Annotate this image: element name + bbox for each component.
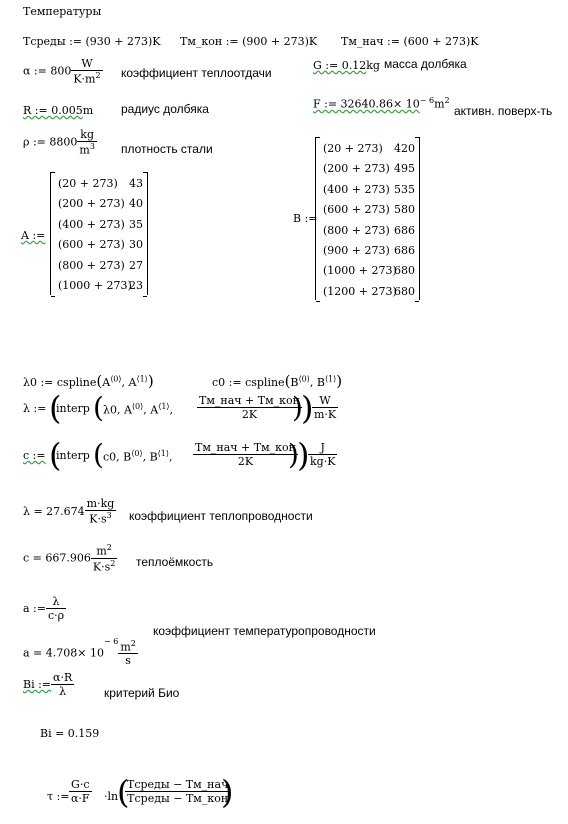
a-result-unit-num-text: m: [120, 640, 131, 654]
lambda-result-unit-den: [85, 511, 117, 526]
matrix-a-label: [21, 229, 45, 242]
g-def: [313, 59, 380, 72]
matrix-cell-temp: (1000 + 273): [58, 279, 132, 292]
f-def: [313, 96, 450, 111]
matrix-a-label-text: A :=: [21, 229, 46, 242]
bi-def-den: λ: [59, 685, 67, 698]
alpha-unit: [71, 57, 102, 86]
tau-def-paren-open: (: [117, 773, 130, 811]
lambda0-sup0: ⟨0⟩: [110, 374, 122, 384]
c-result-unit-den-exp: 2: [110, 558, 116, 568]
a-result-unit-den: s: [125, 654, 131, 668]
c-result-unit-num-text: m: [96, 544, 107, 558]
c0-arg-a: B: [290, 376, 299, 389]
c-result-unit-den-text: K·s: [92, 560, 111, 574]
matrix-row: [51, 216, 147, 237]
bi-def-lhs: Bi :=: [23, 678, 52, 691]
c-def-interp: interp: [56, 449, 90, 462]
matrix-cell-temp: (900 + 273): [323, 244, 390, 257]
matrix-row: [51, 257, 147, 278]
matrix-cell-temp: (800 + 273): [323, 223, 390, 237]
matrix-row: [51, 175, 147, 196]
tau-def-ln-num: Tсреды − Tм_нач: [127, 778, 229, 791]
lambda0-arg-a: A: [102, 376, 111, 389]
c0-sup1: ⟨1⟩: [324, 374, 337, 384]
matrix-row: [316, 181, 419, 202]
matrix-cell-value: 580: [394, 203, 415, 217]
c-def-frac-num: Tм_нач + Tм_кон: [195, 441, 296, 454]
rho-comment: плотность стали: [121, 142, 213, 156]
matrix-row: [316, 160, 419, 181]
matrix-row: [316, 201, 419, 222]
matrix-cell-temp: (400 + 273): [323, 182, 390, 196]
bi-def-frac: [51, 671, 74, 698]
lambda-def-sep: ,: [169, 403, 174, 417]
matrix-cell-temp: (200 + 273): [58, 197, 125, 211]
c0-arg-b: , B: [309, 376, 325, 389]
c-def-paren-inner-open: (: [93, 438, 104, 471]
tau-def-ln: ·ln: [104, 790, 119, 803]
c-result-unit-num: [91, 543, 117, 559]
c-def-sep: ,: [169, 450, 173, 464]
tau-def-frac: [69, 778, 92, 805]
c0-paren-close: ): [336, 372, 343, 390]
alpha-unit-den: [71, 71, 102, 86]
c0-sup0: ⟨0⟩: [298, 374, 310, 384]
f-lhs: F := 32640.86× 10: [313, 97, 420, 111]
lambda-def-sup1: ⟨1⟩: [158, 402, 170, 411]
tau-def-ln-den: Tсреды − Tм_кон: [127, 792, 229, 805]
matrix-cell-value: 23: [129, 279, 143, 292]
c0-paren-open: (: [284, 372, 291, 390]
lambda-result: [23, 497, 116, 526]
lambda-def-args: [103, 402, 173, 417]
c-result-unit-num-exp: 2: [106, 543, 112, 552]
lambda-def-interp: interp: [56, 402, 90, 415]
matrix-row: [51, 195, 147, 216]
matrix-cell-value: 40: [129, 197, 143, 211]
c-def-paren-inner-close: ): [288, 438, 299, 471]
lambda0-paren-close: ): [147, 372, 154, 390]
f-unit: m: [434, 97, 445, 111]
alpha-unit-den-exp: 2: [95, 71, 101, 80]
matrix-row: [316, 262, 419, 283]
lambda-def-frac-den: 2K: [241, 408, 258, 421]
bi-def-comment: критерий Био: [104, 686, 180, 700]
matrix-b-label: B :=: [293, 212, 318, 225]
lambda-result-unit-den-exp: 3: [106, 511, 112, 520]
matrix-cell-value: 686: [394, 244, 415, 257]
matrix-a: [50, 172, 148, 295]
matrix-cell-value: 495: [394, 162, 415, 176]
lambda-def-lhs: λ :=: [23, 402, 47, 415]
r-lhs: R := 0.005: [23, 104, 83, 117]
c-def-paren-outer-close: ): [297, 436, 310, 474]
tau-def-num: G·c: [69, 778, 92, 792]
a-result-unit: [118, 639, 138, 668]
t-kon-def: Tм_кон := (900 + 273)K: [180, 35, 318, 48]
matrix-cell-value: 43: [129, 177, 143, 190]
matrix-cell-value: 680: [394, 284, 415, 298]
r-comment: радиус долбяка: [121, 102, 209, 116]
rho-unit: [77, 128, 97, 157]
lambda-def-args-b: , A: [143, 403, 159, 417]
section-title: Температуры: [23, 5, 102, 18]
lambda0-arg-b: , A: [121, 376, 137, 389]
lambda-def-paren-inner-open: (: [93, 391, 104, 424]
lambda-def-args-a: λ0, A: [103, 403, 132, 417]
a-def-comment: коэффициент температуропроводности: [153, 624, 376, 638]
t-nach-def: Tм_нач := (600 + 273)K: [341, 35, 479, 48]
matrix-cell-temp: (1000 + 273): [323, 264, 397, 278]
alpha-comment: коэффициент теплоотдачи: [121, 66, 272, 80]
matrix-row: [316, 283, 419, 304]
c-def-args-a: c0, B: [103, 450, 132, 464]
c-def-args: [103, 449, 173, 464]
c-result-unit: [91, 543, 117, 573]
matrix-row: [316, 222, 419, 243]
tau-def-den: α·F: [71, 792, 90, 805]
tau-def-lhs: τ :=: [47, 790, 70, 803]
c-result-comment: теплоёмкость: [136, 555, 214, 569]
c-def-frac: [193, 441, 298, 468]
alpha-unit-num: W: [71, 57, 102, 71]
c-result: [23, 543, 117, 573]
lambda-result-unit-den-text: K·s: [89, 512, 107, 526]
f-comment: активн. поверх-ть: [454, 104, 553, 118]
lambda-def-frac: [197, 394, 302, 421]
matrix-cell-value: 535: [394, 182, 415, 196]
g-lhs: G := 0.12: [313, 59, 367, 72]
bi-def-num: α·R: [53, 671, 73, 684]
lambda-def-unit: [312, 394, 338, 421]
rho-unit-den: [77, 142, 97, 157]
lambda-result-lhs: λ = 27.674: [23, 504, 85, 518]
c-result-unit-den: [91, 559, 117, 574]
c-def-paren-outer-open: (: [49, 436, 62, 474]
t-sredy-def: Tсреды := (930 + 273)K: [23, 35, 161, 48]
lambda-def-unit-den: m·K: [314, 408, 337, 421]
c0-lhs: c0 := cspline: [212, 376, 285, 389]
bi-result: Bi = 0.159: [40, 727, 100, 740]
c-def-unit: [308, 441, 337, 468]
matrix-cell-temp: (1200 + 273): [323, 284, 397, 298]
matrix-row: [51, 277, 147, 298]
matrix-row: [51, 236, 147, 257]
matrix-cell-value: 30: [129, 238, 143, 252]
r-def: [23, 104, 93, 117]
matrix-cell-value: 686: [394, 223, 415, 237]
lambda-def-sup0: ⟨0⟩: [131, 402, 144, 411]
matrix-cell-value: 680: [394, 264, 415, 278]
lambda0-lhs: λ0 := cspline: [23, 376, 97, 389]
f-exp: − 6: [419, 96, 435, 105]
rho-unit-den-text: m: [79, 143, 90, 157]
rho-def: [23, 128, 97, 157]
a-def-frac: [46, 595, 66, 622]
r-unit: m: [82, 104, 94, 117]
matrix-cell-value: 420: [394, 142, 415, 155]
matrix-b: [315, 137, 420, 300]
matrix-cell-temp: (200 + 273): [323, 162, 390, 176]
lambda-def-paren-outer-open: (: [49, 389, 62, 427]
alpha-def: [23, 57, 103, 86]
a-result: [23, 637, 138, 667]
tau-def-paren-close: ): [221, 773, 234, 811]
a-def: [23, 595, 66, 622]
matrix-cell-value: 27: [129, 258, 143, 272]
g-unit: kg: [366, 59, 380, 72]
matrix-cell-value: 35: [129, 217, 143, 231]
lambda-def-paren-inner-close: ): [292, 391, 303, 424]
c0-def: [212, 372, 342, 390]
lambda0-paren-open: (: [96, 372, 103, 390]
lambda-def-unit-num: W: [312, 394, 338, 408]
c-def-frac-den: 2K: [237, 455, 254, 468]
c-def-lhs: c :=: [23, 449, 46, 462]
a-result-unit-num-exp: 2: [130, 638, 136, 648]
c-def-unit-den: kg·K: [310, 455, 336, 468]
a-result-exp: − 6: [103, 637, 119, 646]
matrix-row: [316, 140, 419, 161]
rho-unit-den-exp: 3: [89, 142, 95, 151]
matrix-cell-temp: (800 + 273): [58, 258, 125, 272]
matrix-cell-temp: (20 + 273): [58, 177, 118, 190]
f-unit-exp: 2: [444, 96, 450, 105]
rho-unit-num: kg: [77, 128, 97, 142]
g-comment: масса долбяка: [384, 57, 467, 71]
a-result-lhs: a = 4.708× 10: [23, 646, 104, 660]
bi-def: [23, 671, 74, 698]
a-def-num: λ: [46, 595, 66, 609]
a-def-den: c·ρ: [47, 609, 65, 622]
c-def-unit-num: J: [308, 441, 337, 455]
lambda-def-frac-num: Tм_нач + Tм_кон: [199, 394, 300, 407]
tau-def-ln-frac: [125, 778, 230, 805]
lambda-def-paren-outer-close: ): [301, 389, 314, 427]
c-def-sup1: ⟨1⟩: [157, 449, 170, 458]
a-result-unit-num: [118, 639, 138, 655]
matrix-cell-temp: (20 + 273): [323, 142, 383, 155]
lambda-result-unit: [85, 497, 117, 526]
lambda0-def: [23, 372, 154, 390]
lambda-result-comment: коэффициент теплопроводности: [129, 509, 313, 523]
lambda0-sup1: ⟨1⟩: [136, 374, 148, 384]
alpha-unit-den-text: K·m: [73, 72, 96, 86]
matrix-row: [316, 242, 419, 263]
lambda-result-unit-num: m·kg: [86, 497, 115, 510]
c-result-lhs: c = 667.906: [23, 551, 91, 565]
alpha-lhs: α := 800: [23, 64, 72, 78]
c-def-args-b: , B: [142, 450, 158, 464]
matrix-cell-temp: (400 + 273): [58, 217, 125, 231]
c-def-sup0: ⟨0⟩: [131, 449, 143, 458]
matrix-cell-temp: (600 + 273): [323, 203, 390, 217]
matrix-cell-temp: (600 + 273): [58, 238, 125, 252]
a-def-lhs: a :=: [23, 602, 46, 615]
rho-lhs: ρ := 8800: [23, 135, 78, 149]
